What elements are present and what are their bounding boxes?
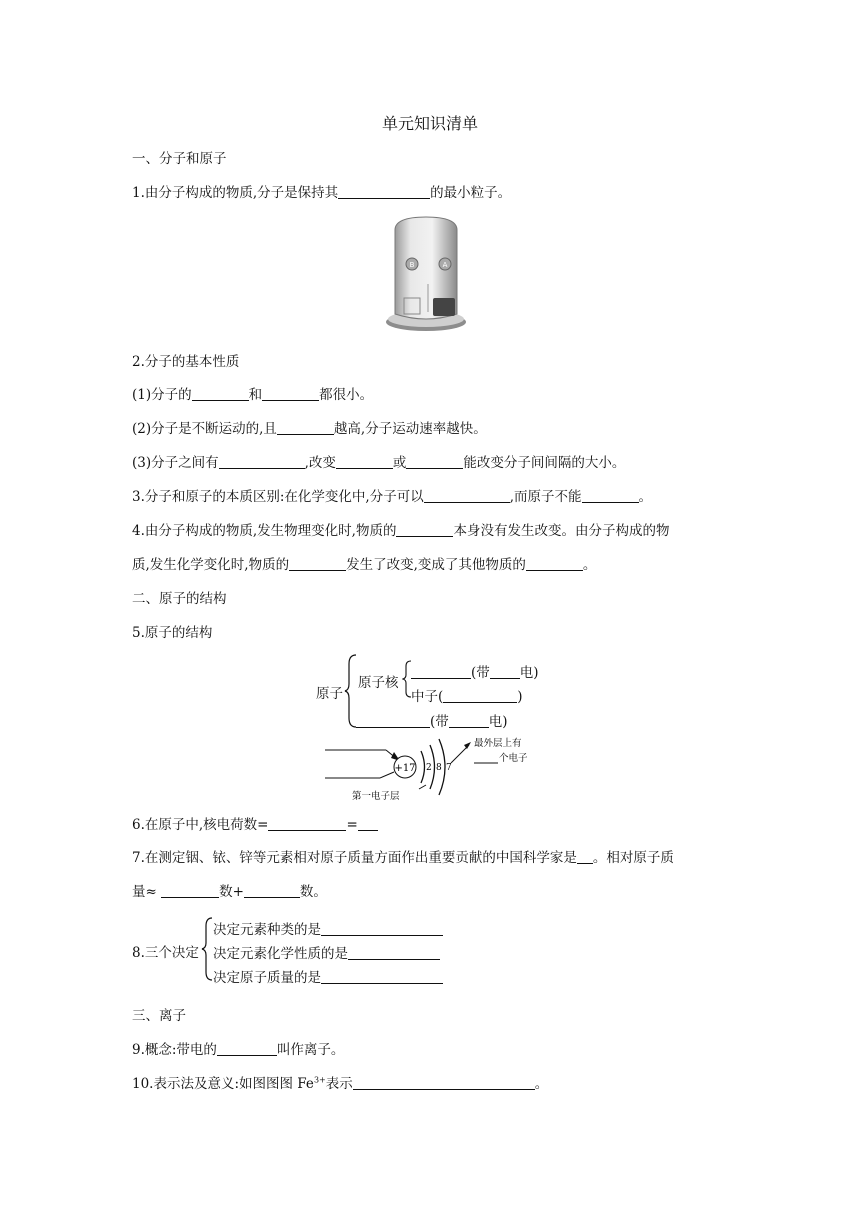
shell-3-count: 7 <box>446 763 452 773</box>
determinant-1: 决定元素种类的是 <box>213 918 443 938</box>
atom-structure-diagram <box>318 733 548 805</box>
question-2: 2.分子的基本性质 <box>132 354 240 370</box>
svg-text:B: B <box>409 261 415 269</box>
determinant-2: 决定元素化学性质的是 <box>213 942 440 962</box>
shell-1-count: 2 <box>426 763 432 773</box>
atom-label: 原子 <box>316 686 343 702</box>
question-2-2: (2)分子是不断运动的,且 越高,分子运动速率越快。 <box>132 421 487 437</box>
section-heading-1: 一、分子和原子 <box>132 151 227 167</box>
svg-text:A: A <box>442 261 448 269</box>
blank <box>338 184 430 199</box>
first-shell-label: 第一电子层 <box>352 791 400 802</box>
question-5: 5.原子的结构 <box>132 625 213 641</box>
determinant-3: 决定原子质量的是 <box>213 966 443 986</box>
question-10: 10.表示法及意义:如图图图 $Fe^{3+}$表示 。 <box>132 1075 549 1092</box>
question-4-line-2: 质,发生化学变化时,物质的 发生了改变,变成了其他物质的 。 <box>132 557 597 573</box>
brace-three-determinants <box>201 917 213 981</box>
question-9: 9.概念:带电的 叫作离子。 <box>132 1042 345 1058</box>
question-3: 3.分子和原子的本质区别:在化学变化中,分子可以 ,而原子不能 。 <box>132 489 653 505</box>
question-7-line-2: 量≈ 数+ 数。 <box>132 884 327 900</box>
section-heading-3: 三、离子 <box>132 1008 186 1024</box>
nucleus-charge: +17 <box>394 763 416 774</box>
question-1: 1.由分子构成的物质,分子是保持其 的最小粒子。 <box>132 185 512 201</box>
question-4-line-1: 4.由分子构成的物质,发生物理变化时,物质的 本身没有发生改变。由分子构成的物 <box>132 523 670 539</box>
beaker-photo <box>385 214 467 332</box>
question-2-3: (3)分子之间有 ,改变 或 能改变分子间间隔的大小。 <box>132 455 626 471</box>
section-heading-2: 二、原子的结构 <box>132 591 227 607</box>
page-title: 单元知识清单 <box>381 114 478 133</box>
shell-2-count: 8 <box>436 763 442 773</box>
outer-shell-label: 最外层上有 <box>474 738 522 749</box>
question-8: 8.三个决定 <box>132 945 199 961</box>
question-7-line-1: 7.在测定铟、铱、锌等元素相对原子质量方面作出重要贡献的中国科学家是 。相对原子质 <box>132 850 674 866</box>
question-2-1: (1)分子的 和 都很小。 <box>132 387 374 403</box>
electron-count-label: 个电子 <box>499 753 528 764</box>
question-6: 6.在原子中,核电荷数= = <box>132 813 378 833</box>
electron-row: (带 电) <box>356 710 508 730</box>
neutron-row: 中子( ) <box>411 689 523 705</box>
proton-row: (带 电) <box>411 661 539 681</box>
nucleus-label: 原子核 <box>358 675 399 691</box>
